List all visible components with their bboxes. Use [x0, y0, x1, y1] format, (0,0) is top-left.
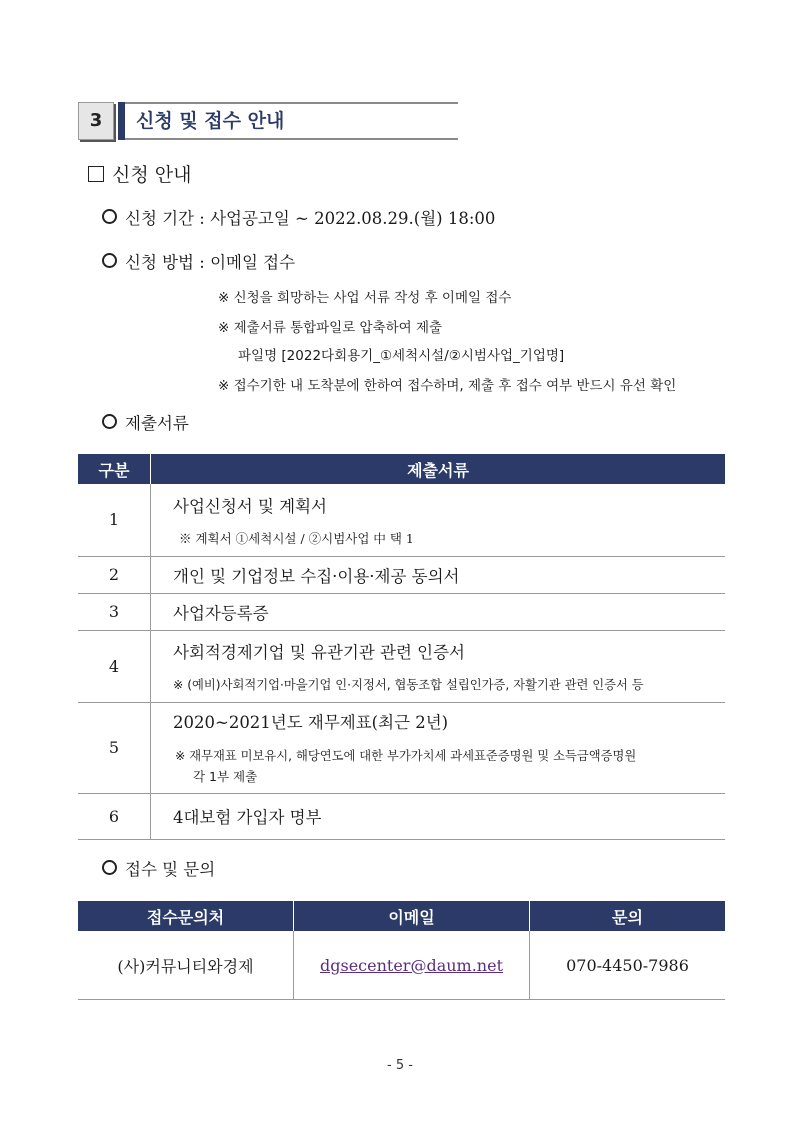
table-row [78, 630, 725, 702]
section-number: 3 [78, 102, 114, 140]
document-note: ※ (예비)사회적기업·마을기업 인·지정서, 협동조합 설립인가증, 자활기관 관련 인증서 등 [173, 678, 644, 692]
row-number: 3 [78, 593, 151, 630]
document-name: 2020~2021년도 재무제표(최근 2년) [173, 712, 449, 732]
section-header [78, 102, 458, 140]
row-number: 6 [78, 793, 151, 839]
circle-bullet-icon [102, 860, 117, 875]
circle-bullet-icon [102, 414, 117, 429]
guide-heading [88, 160, 191, 187]
method-label: 신청 방법 : [125, 253, 211, 272]
note-filename: 파일명 [2022다회용기_①세척시설/②시범사업_기업명] [238, 348, 565, 364]
contact-table-header [78, 901, 725, 931]
documents-table [78, 454, 725, 840]
period-value: 사업공고일 ~ 2022.08.29.(월) 18:00 [210, 209, 496, 228]
circle-bullet-icon [102, 209, 117, 224]
contact-heading-text: 접수 및 문의 [125, 860, 216, 879]
note-line: ※ 접수기한 내 도착분에 한하여 접수하며, 제출 후 접수 여부 반드시 유선 확인 [218, 378, 677, 394]
period-item [102, 205, 495, 229]
table-row [78, 593, 725, 630]
table-row [78, 793, 725, 839]
row-number: 1 [78, 484, 151, 556]
contact-phone: 070-4450-7986 [530, 931, 726, 1000]
method-item [102, 249, 295, 273]
document-name: 4대보험 가입자 명부 [173, 808, 322, 827]
column-header: 문의 [530, 901, 726, 931]
section-title: 신청 및 접수 안내 [136, 110, 285, 132]
row-number: 5 [78, 702, 151, 793]
square-bullet-icon [88, 166, 104, 182]
document-note: ※ 계획서 ①세척시설 / ②시범사업 中 택 1 [179, 530, 414, 546]
period-label: 신청 기간 : [125, 209, 211, 228]
section-accent-bar [118, 102, 125, 140]
table-row [78, 556, 725, 593]
column-header: 이메일 [294, 901, 530, 931]
guide-heading-text: 신청 안내 [112, 164, 192, 186]
contact-heading [102, 856, 215, 880]
row-number: 4 [78, 630, 151, 702]
contact-table [78, 901, 725, 1000]
document-name: 사업자등록증 [173, 603, 269, 623]
note-line: ※ 제출서류 통합파일로 압축하여 제출 [218, 320, 443, 336]
note-line: ※ 신청을 희망하는 사업 서류 작성 후 이메일 접수 [218, 290, 512, 306]
table-row [78, 484, 725, 556]
contact-org: (사)커뮤니티와경제 [78, 931, 294, 1000]
document-name: 사회적경제기업 및 유관기관 관련 인증서 [173, 643, 465, 662]
method-value: 이메일 접수 [210, 253, 296, 272]
contact-email-link[interactable]: dgsecenter@daum.net [320, 955, 503, 975]
table-row [78, 702, 725, 793]
document-note: ※ 재무재표 미보유시, 해당연도에 대한 부가가치세 과세표준증명원 및 소득금액증명원 [175, 748, 637, 763]
row-number: 2 [78, 556, 151, 593]
column-header: 제출서류 [151, 454, 726, 484]
circle-bullet-icon [102, 253, 117, 268]
document-name: 사업신청서 및 계획서 [173, 496, 327, 516]
table-row [78, 931, 725, 1000]
documents-heading-text: 제출서류 [125, 414, 189, 433]
page-number: - 5 - [387, 1058, 413, 1073]
documents-table-header [78, 454, 725, 484]
column-header: 구분 [78, 454, 151, 484]
document-note-continued: 각 1부 제출 [193, 768, 258, 784]
document-name: 개인 및 기업정보 수집·이용·제공 동의서 [173, 566, 460, 586]
column-header: 접수문의처 [78, 901, 294, 931]
documents-heading [102, 410, 189, 434]
